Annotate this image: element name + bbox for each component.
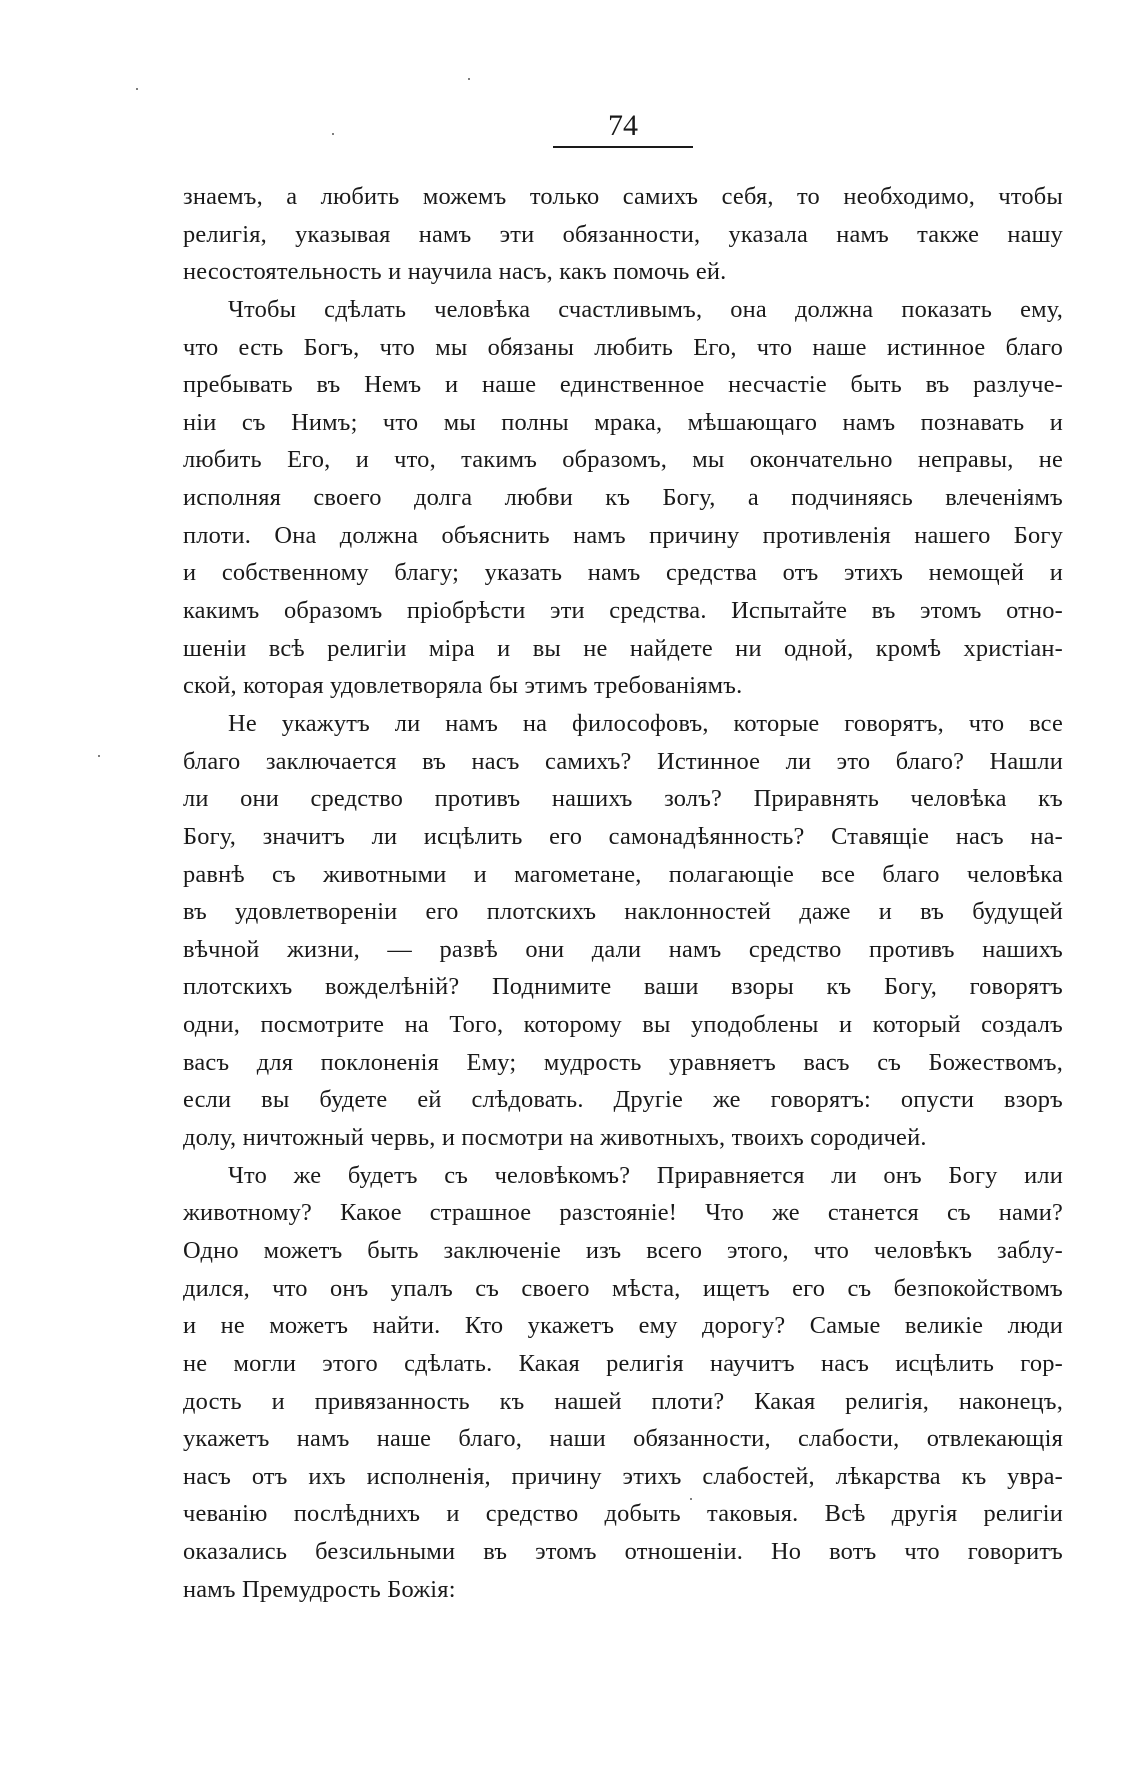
text-line: знаемъ, а любить можемъ только самихъ себя, то необходимо, чтобы: [183, 183, 1063, 210]
text-line: исполняя своего долга любви къ Богу, а подчиняясь влеченіямъ: [183, 484, 1063, 512]
text-line: дился, что онъ упалъ съ своего мѣста, ищетъ его съ безпокойствомъ: [183, 1274, 1063, 1302]
text-line: любить Его, и что, такимъ образомъ, мы окончательно неправы, не: [183, 446, 1063, 474]
text-line: Одно можетъ быть заключеніе изъ всего этого, что человѣкъ заблу-: [183, 1236, 1063, 1264]
text-line: чеванію послѣднихъ и средство добыть таковыя. Всѣ другія религіи: [183, 1500, 1063, 1528]
text-line: намъ Премудрость Божія:: [183, 1575, 456, 1603]
text-line: насъ отъ ихъ исполненія, причину этихъ слабостей, лѣкарства къ увра-: [183, 1462, 1063, 1490]
text-line: что есть Богъ, что мы обязаны любить Его, что наше истинное благо: [183, 333, 1063, 361]
text-line: благо заключается въ насъ самихъ? Истинное ли это благо? Нашли: [183, 747, 1063, 775]
text-line: Чтобы сдѣлать человѣка счастливымъ, она должна показать ему,: [228, 295, 1063, 323]
text-line: оказались безсильными въ этомъ отношеніи. Но вотъ что говоритъ: [183, 1538, 1063, 1566]
text-line: плотскихъ вожделѣній? Поднимите ваши взоры къ Богу, говорятъ: [183, 973, 1063, 1001]
text-line: религія, указывая намъ эти обязанности, указала намъ также нашу: [183, 220, 1063, 248]
text-line: Не укажутъ ли намъ на философовъ, которые говорятъ, что все: [228, 709, 1063, 737]
text-line: и собственному благу; указать намъ средства отъ этихъ немощей и: [183, 559, 1063, 587]
text-line: въ удовлетвореніи его плотскихъ наклонностей даже и въ будущей: [183, 898, 1063, 926]
text-line: шеніи всѣ религіи міра и вы не найдете ни одной, кромѣ христіан-: [183, 634, 1063, 662]
text-line: пребывать въ Немъ и наше единственное несчастіе быть въ разлуче-: [183, 371, 1063, 399]
body-text: [183, 178, 1063, 1608]
text-line: животному? Какое страшное разстояніе! Что же станется съ нами?: [183, 1199, 1063, 1227]
text-line: какимъ образомъ пріобрѣсти эти средства. Испытайте въ этомъ отно-: [183, 597, 1063, 625]
paper-speck: [468, 78, 470, 80]
paper-speck: [98, 755, 100, 757]
text-line: равнѣ съ животными и магометане, полагающіе все благо человѣка: [183, 860, 1063, 888]
text-line: васъ для поклоненія Ему; мудрость уравняетъ васъ съ Божествомъ,: [183, 1048, 1063, 1076]
text-line: ніи съ Нимъ; что мы полны мрака, мѣшающаго намъ познавать и: [183, 408, 1063, 436]
text-line: ской, которая удовлетворяла бы этимъ требованіямъ.: [183, 672, 743, 700]
text-line: Богу, значитъ ли исцѣлить его самонадѣянность? Ставящіе насъ на-: [183, 822, 1063, 850]
text-line: вѣчной жизни, — развѣ они дали намъ средство противъ нашихъ: [183, 935, 1063, 963]
text-line: Что же будетъ съ человѣкомъ? Приравняется ли онъ Богу или: [228, 1161, 1063, 1189]
text-line: ли они средство противъ нашихъ золъ? Приравнять человѣка къ: [183, 785, 1063, 813]
text-line: долу, ничтожный червь, и посмотри на животныхъ, твоихъ сородичей.: [183, 1124, 927, 1152]
paper-speck: [332, 133, 334, 135]
text-line: одни, посмотрите на Того, которому вы уподоблены и который создалъ: [183, 1011, 1063, 1039]
text-line: плоти. Она должна объяснить намъ причину противленія нашего Богу: [183, 521, 1063, 549]
text-line: если вы будете ей слѣдовать. Другіе же говорятъ: опусти взоръ: [183, 1086, 1063, 1114]
paper-speck: [136, 88, 138, 90]
text-line: несостоятельность и научила насъ, какъ помочь ей.: [183, 258, 727, 286]
text-line: не могли этого сдѣлать. Какая религія научитъ насъ исцѣлить гор-: [183, 1349, 1063, 1377]
page-number: 74: [553, 108, 693, 148]
text-line: дость и привязанность къ нашей плоти? Какая религія, наконецъ,: [183, 1387, 1063, 1415]
text-line: укажетъ намъ наше благо, наши обязанности, слабости, отвлекающія: [183, 1425, 1063, 1453]
text-line: и не можетъ найти. Кто укажетъ ему дорогу? Самые великіе люди: [183, 1312, 1063, 1340]
